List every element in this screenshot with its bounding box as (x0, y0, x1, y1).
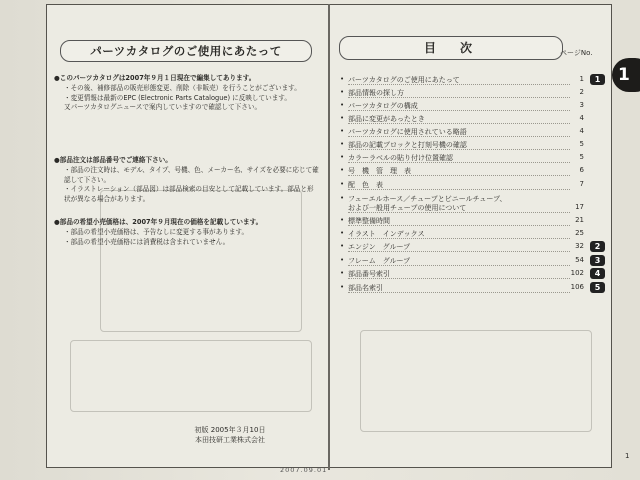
toc-entry (340, 283, 584, 294)
toc-bullet-icon: • (340, 269, 345, 277)
toc-entry (340, 140, 584, 151)
edition-date: 初版 2005年３月10日 (194, 426, 266, 434)
toc-bullet-icon: • (340, 283, 345, 291)
toc-bullet-icon: • (340, 180, 345, 188)
table-of-contents-caption: 目 次 (339, 36, 563, 60)
toc-entry-page-number: 54 (575, 256, 584, 264)
section-number-badge: 2 (590, 241, 605, 252)
toc-entry-page-number: 7 (579, 180, 584, 188)
publisher-name: 本田技研工業株式会社 (195, 436, 265, 444)
toc-entry-page-number: 3 (579, 101, 584, 109)
toc-entry (340, 153, 584, 164)
toc-entry (340, 166, 584, 177)
toc-entry-page-number: 4 (579, 114, 584, 122)
toc-entry (340, 194, 584, 214)
toc-entry-page-number: 32 (575, 242, 584, 250)
toc-entry-title: イラスト インデックス (348, 230, 425, 238)
corner-page-mark: 1 (625, 452, 630, 460)
note-line: 又パーツカタログニュースで案内していますので確認して下さい。 (64, 103, 262, 112)
toc-entry (340, 256, 584, 267)
toc-bullet-icon: • (340, 194, 345, 202)
toc-entry (340, 114, 584, 125)
note-heading: ●部品の希望小売価格は、2007年９月現在の価格を記載しています。 (54, 218, 263, 226)
toc-entry-page-number: 17 (575, 203, 584, 211)
toc-entry-title: 配 色 表 (348, 181, 383, 189)
toc-entry-title: 部品情報の探し方 (348, 89, 404, 97)
toc-entry-title: 部品の記載ブロックと打刻号機の確認 (348, 141, 467, 149)
toc-entry-page-number: 2 (579, 88, 584, 96)
imprint (150, 425, 310, 445)
section-number-badge: 4 (590, 268, 605, 279)
toc-entry-page-number: 106 (570, 283, 584, 291)
toc-entry (340, 216, 584, 227)
toc-entry-title: フレーム グループ (348, 257, 411, 265)
toc-entry (340, 242, 584, 253)
toc-entry-title: 標準整備時間 (348, 217, 390, 225)
toc-entry (340, 75, 584, 86)
toc-bullet-icon: • (340, 166, 345, 174)
toc-entry-title: 部品番号索引 (348, 270, 390, 278)
footer-date: 2007.09.01 (280, 466, 328, 474)
note-line: ・その後、補修部品の販売形態変更、削除（非販売）を行うことがございます。 (64, 83, 301, 92)
toc-bullet-icon: • (340, 256, 345, 264)
note-line: ・部品の希望小売価格は、予告なしに変更する事があります。 (64, 227, 249, 236)
toc-entry-title: フューエルホース／チューブとビニールチューブ、 (348, 195, 507, 203)
section-number-badge: 1 (590, 74, 605, 85)
toc-bullet-icon: • (340, 153, 345, 161)
toc-bullet-icon: • (340, 140, 345, 148)
note-line: ・イラストレーション（部品図）は部品検索の目安として記載しています。部品と形状が異なる場合があります。 (64, 185, 314, 204)
note-heading: ●このパーツカタログは2007年９月１日現在で編集してあります。 (54, 74, 256, 82)
note-section-edition (54, 74, 320, 113)
show-through-illustration (70, 340, 312, 412)
binding-gutter (328, 4, 330, 470)
toc-bullet-icon: • (340, 216, 345, 224)
toc-entry-title: 号 機 管 理 表 (348, 167, 411, 175)
toc-entry-title-continued: および一般用チューブの使用について (348, 204, 467, 212)
toc-entry-title: パーツカタログのご使用にあたって (348, 76, 460, 84)
toc-bullet-icon: • (340, 88, 345, 96)
toc-bullet-icon: • (340, 75, 345, 83)
toc-entry-title: 部品名索引 (348, 284, 383, 292)
toc-entry-title: エンジン グループ (348, 243, 411, 251)
toc-entry-page-number: 1 (579, 75, 584, 83)
toc-bullet-icon: • (340, 242, 345, 250)
toc-entry-page-number: 6 (579, 166, 584, 174)
toc-entry-page-number: 25 (575, 229, 584, 237)
chapter-tab: 1 (612, 58, 640, 92)
toc-bullet-icon: • (340, 101, 345, 109)
toc-entry (340, 88, 584, 99)
section-number-badge: 5 (590, 282, 605, 293)
toc-bullet-icon: • (340, 127, 345, 135)
note-section-pricing (54, 218, 320, 247)
toc-bullet-icon: • (340, 229, 345, 237)
show-through-illustration (360, 330, 592, 432)
toc-entry-page-number: 5 (579, 153, 584, 161)
toc-entry (340, 127, 584, 138)
toc-entry-page-number: 4 (579, 127, 584, 135)
note-heading: ●部品注文は部品番号でご連絡下さい。 (54, 156, 172, 164)
toc-entry-title: パーツカタログの構成 (348, 102, 418, 110)
toc-bullet-icon: • (340, 114, 345, 122)
toc-entry (340, 269, 584, 280)
toc-entry (340, 229, 584, 240)
toc-entry-title: パーツカタログに使用されている略語 (348, 128, 467, 136)
show-through-illustration (100, 190, 302, 332)
toc-entry-page-number: 102 (570, 269, 584, 277)
toc-entry-title: 部品に変更があったとき (348, 115, 425, 123)
note-line: ・部品の注文時は、モデル、タイプ、号機、色、メーカー名、サイズを必要に応じて確認して下さい。 (64, 165, 319, 184)
toc-entry (340, 180, 584, 191)
toc-entry-page-number: 5 (579, 140, 584, 148)
page-number-column-label: ページNo. (560, 49, 593, 57)
toc-entry-page-number: 21 (575, 216, 584, 224)
note-section-ordering (54, 156, 320, 205)
note-line: ・変更情報は最新のEPC (Electronic Parts Catalogue) に反映しています。 (64, 93, 291, 102)
section-number-badge: 3 (590, 255, 605, 266)
toc-entry (340, 101, 584, 112)
left-page-caption: パーツカタログのご使用にあたって (60, 40, 312, 62)
toc-entry-title: カラーラベルの貼り付け位置確認 (348, 154, 453, 162)
note-line: ・部品の希望小売価格には消費税は含まれていません。 (64, 237, 230, 246)
